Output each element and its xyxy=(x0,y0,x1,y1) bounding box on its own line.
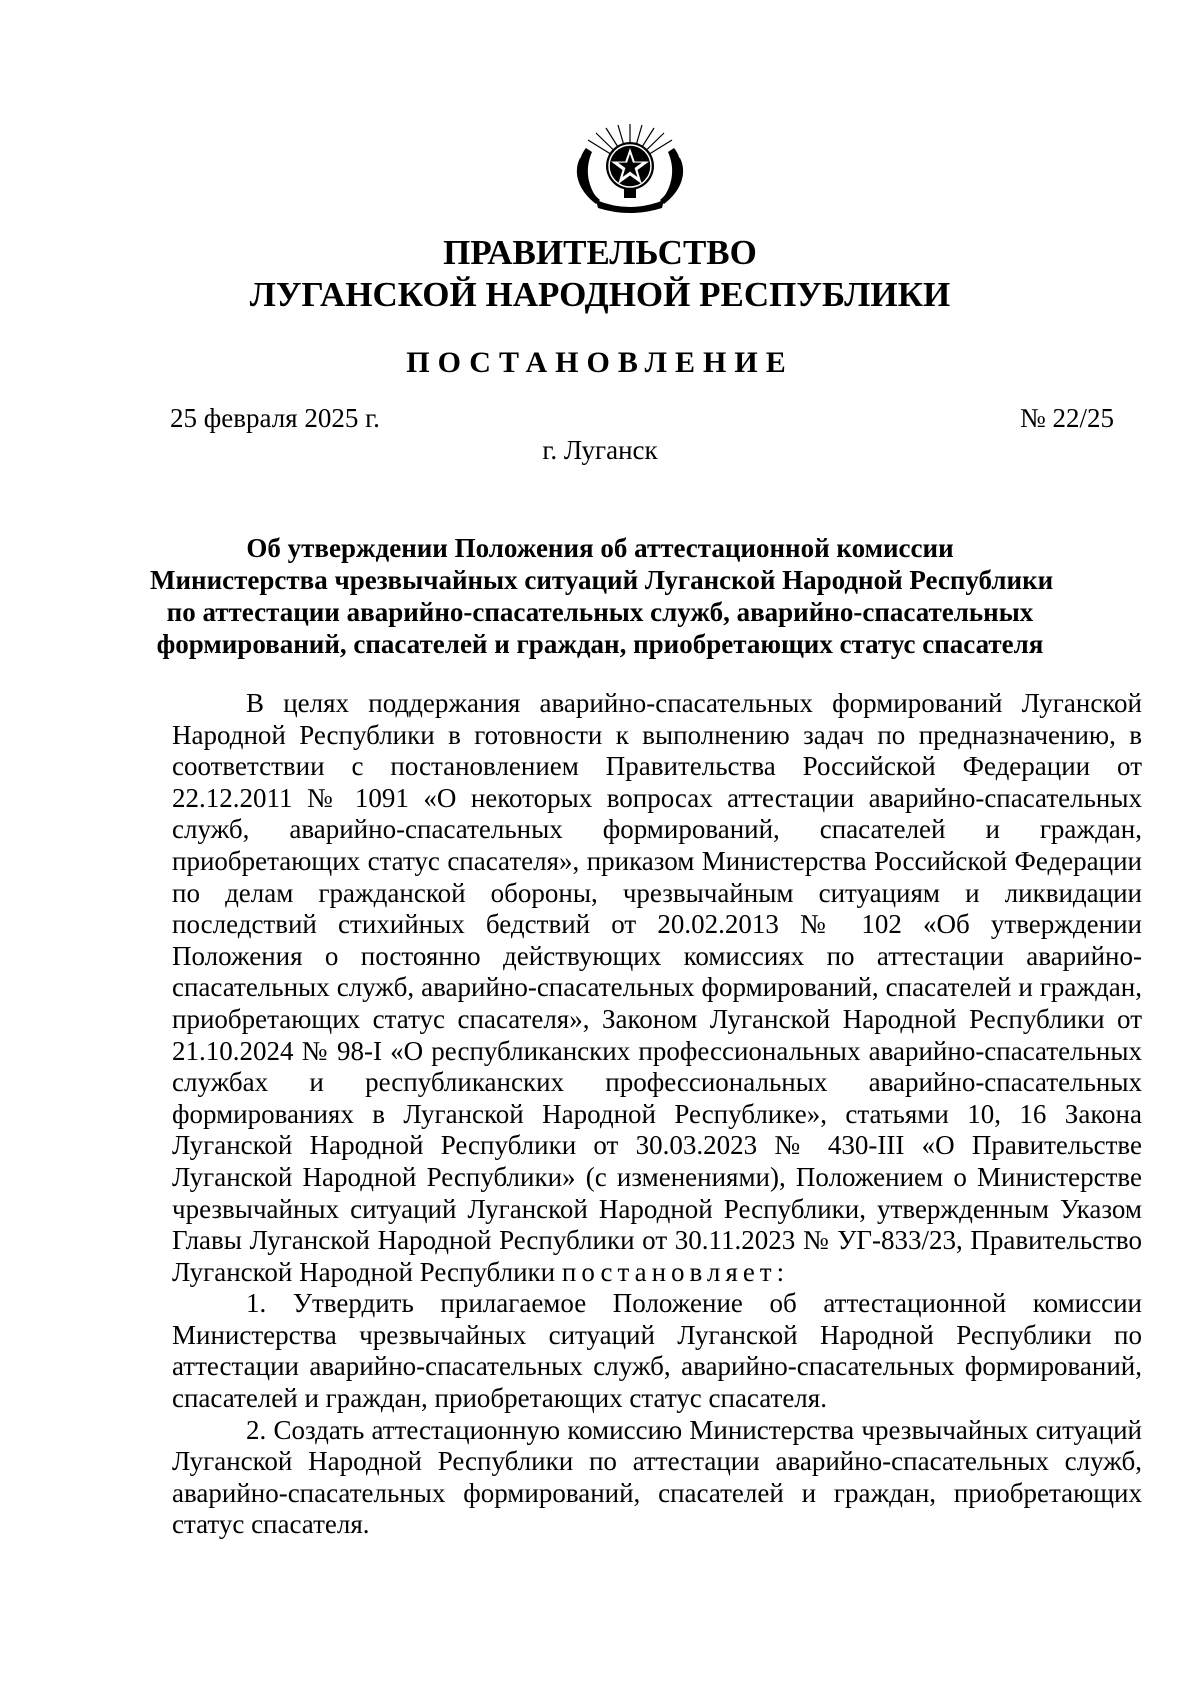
subject-line: Об утверждении Положения об аттестационной комиссии xyxy=(246,533,954,563)
resolves-word: постановляет: xyxy=(561,1256,790,1287)
subject-line: по аттестации аварийно-спасательных служб, аварийно-спасательных xyxy=(166,597,1034,627)
item-1-paragraph: 1. Утвердить прилагаемое Положение об аттестационной комиссии Министерства чрезвычайных ситуаций Луганской Народной Республики по аттестации аварийно-спасательных служб, аварийно-спасательных формирований, спасателей и граждан, приобретающих статус спасателя. xyxy=(172,1288,1142,1414)
preamble-paragraph xyxy=(172,688,1142,1288)
subject-line: Министерства чрезвычайных ситуаций Луганской Народной Республики xyxy=(150,565,1054,595)
item-2-paragraph: 2. Создать аттестационную комиссию Министерства чрезвычайных ситуаций Луганской Народной Республики по аттестации аварийно-спасательных служб, аварийно-спасательных формирований, спасателей и граждан, приобретающих статус спасателя. xyxy=(172,1414,1142,1540)
government-title-line2: ЛУГАНСКОЙ НАРОДНОЙ РЕСПУБЛИКИ xyxy=(249,275,951,314)
subject-line: формирований, спасателей и граждан, приобретающих статус спасателя xyxy=(156,629,1044,659)
document-city: г. Луганск xyxy=(542,435,658,465)
document-date: 25 февраля 2025 г. xyxy=(170,403,380,433)
lpr-coat-of-arms-icon xyxy=(566,118,694,214)
document-type: ПОСТАНОВЛЕНИЕ xyxy=(406,346,794,379)
document-number: № 22/25 xyxy=(1019,403,1114,433)
government-title-line1: ПРАВИТЕЛЬСТВО xyxy=(443,233,757,272)
preamble-text: В целях поддержания аварийно-спасательных формирований Луганской Народной Республики в готовности к выполнению задач по предназначению, в соответствии с постановлением Правительства Российской Федерации от 22.12.2011 № 1091 «О некоторых вопросах аттестации аварийно-спасательных служб, аварийно-спасательных формирований, спасателей и граждан, приобретающих статус спасателя», приказом Министерства Российской Федерации по делам гражданской обороны, чрезвычайным ситуациям и ликвидации последствий стихийных бедствий от 20.02.2013 № 102 «Об утверждении Положения о постоянно действующих комиссиях по аттестации аварийно-спасательных служб, аварийно-спасательных формирований, спасателей и граждан, приобретающих статус спасателя», Законом Луганской Народной Республики от 21.10.2024 № 98-I «О республиканских профессиональных аварийно-спасательных службах и республиканских профессиональных аварийно-спасательных формированиях в Луганской Народной Республике», статьями 10, 16 Закона Луганской Народной Республики от 30.03.2023 № 430-III «О Правительстве Луганской Народной Республики» (с изменениями), Положением о Министерстве чрезвычайных ситуаций Луганской Народной Республики, утвержденным Указом Главы Луганской Народной Республики от 30.11.2023 № УГ-833/23, Правительство Луганской Народной Республики xyxy=(172,688,1142,1287)
document-body xyxy=(172,688,1142,1541)
document-subject xyxy=(150,532,1054,660)
